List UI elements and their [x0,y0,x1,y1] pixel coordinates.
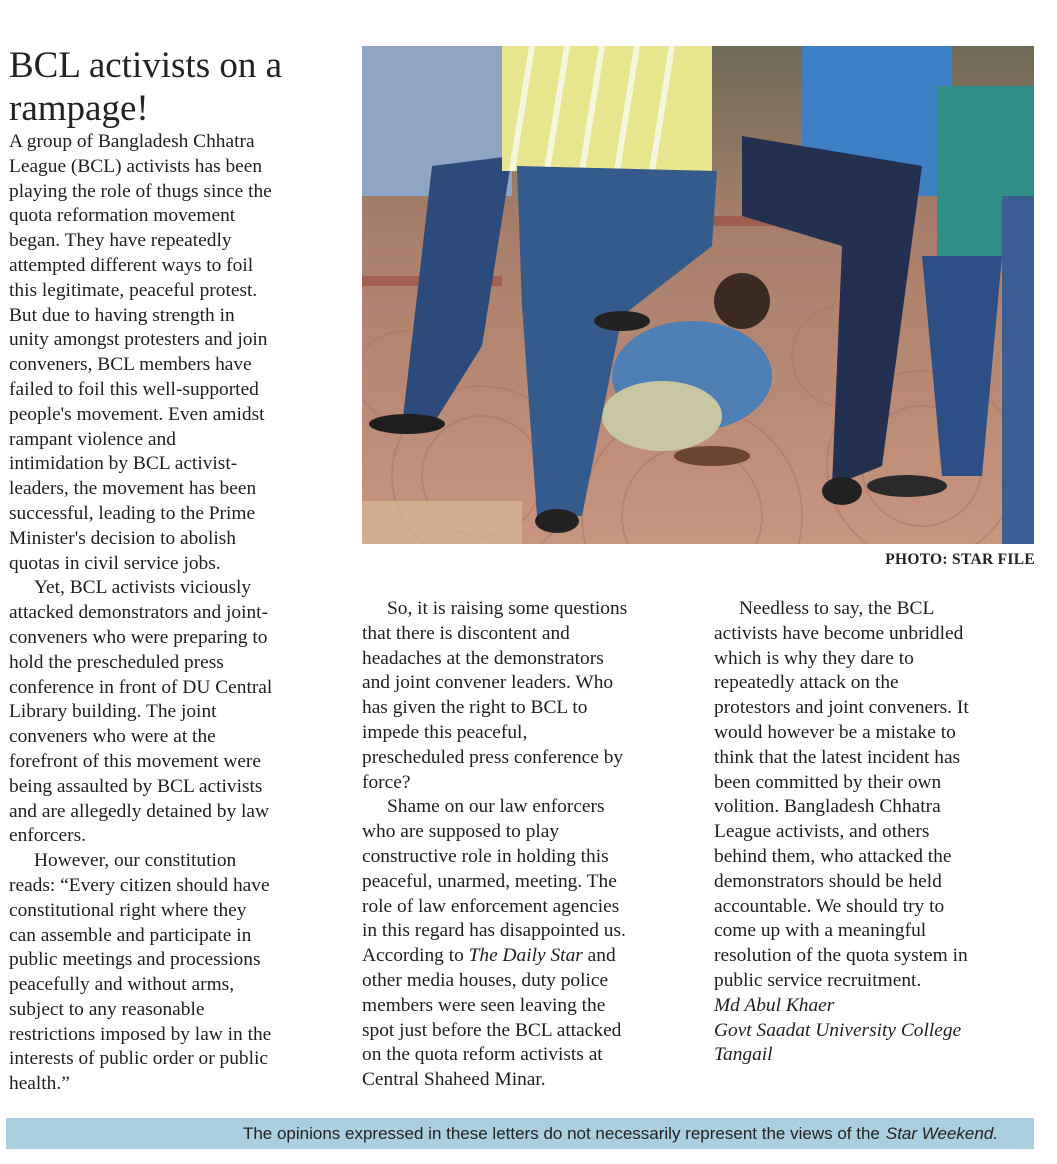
disclaimer-publication: Star Weekend. [885,1123,998,1143]
paragraph: Yet, BCL activists viciously attacked demonstrators and joint- conveners who were preparing to hold the prescheduled press conference in front of DU Central Library building. The joint conveners who were at the forefront of this movement were being assaulted by BCL activists and are allegedly detained by law enforcers. [9,577,273,847]
photo-caption: PHOTO: STAR FILE [885,551,1035,568]
letter-column-2 [362,597,692,1093]
paragraph: Shame on our law enforcers who are supposed to play constructive role in holding this peaceful, unarmed, meeting. The role of law enforcement agencies in this regard has disappointed us. According to The Daily Star and other media houses, duty police members were seen leaving the spot just before the BCL attacked on the quota reform activists at Central Shaheed Minar. [362,796,626,1091]
letter-column-3 [714,597,1044,1068]
letter-column-1 [9,130,341,1097]
news-photo [362,46,1034,544]
publication-name: The Daily Star [468,945,583,967]
headline: BCL activists on a rampage! [9,45,283,129]
author-name: Md Abul Khaer [714,994,835,1016]
photo-illustration [362,46,1034,544]
disclaimer-footer [6,1118,1034,1149]
paragraph: So, it is raising some questions that there is discontent and headaches at the demonstrators and joint convener leaders. Who has given the right to BCL to impede this peaceful, prescheduled press conference by force? [362,598,628,793]
paragraph: A group of Bangladesh Chhatra League (BCL) activists has been playing the role of thugs since the quota reformation movement began. They have repeatedly attempted different ways to foil this legitimate, peaceful protest. But due to having strength in unity amongst protesters and join conveners, BCL members have failed to foil this well-supported people's movement. Even amidst rampant violence and intimidation by BCL activist- leaders, the movement has been successful, leading to the Prime Minister's decision to abolish quotas in civil service jobs. [9,131,272,574]
paragraph: Needless to say, the BCL activists have become unbridled which is why they dare to repeatedly attack on the protestors and joint conveners. It would however be a mistake to think that the latest incident has been committed by their own volition. Bangladesh Chhatra League activists, and others behind them, who attacked the demonstrators should be held accountable. We should try to come up with a meaningful resolution of the quota system in public service recruitment. [714,598,969,991]
author-place: Tangail [714,1044,773,1066]
author-affiliation: Govt Saadat University College [714,1019,962,1041]
disclaimer-text: The opinions expressed in these letters do not necessarily represent the views of the [242,1123,880,1143]
paragraph: However, our constitution reads: “Every citizen should have constitutional right where they can assemble and participate in public meetings and processions peacefully and without arms, subject to any reasonable restrictions imposed by law in the interests of public order or public health.” [9,850,272,1095]
